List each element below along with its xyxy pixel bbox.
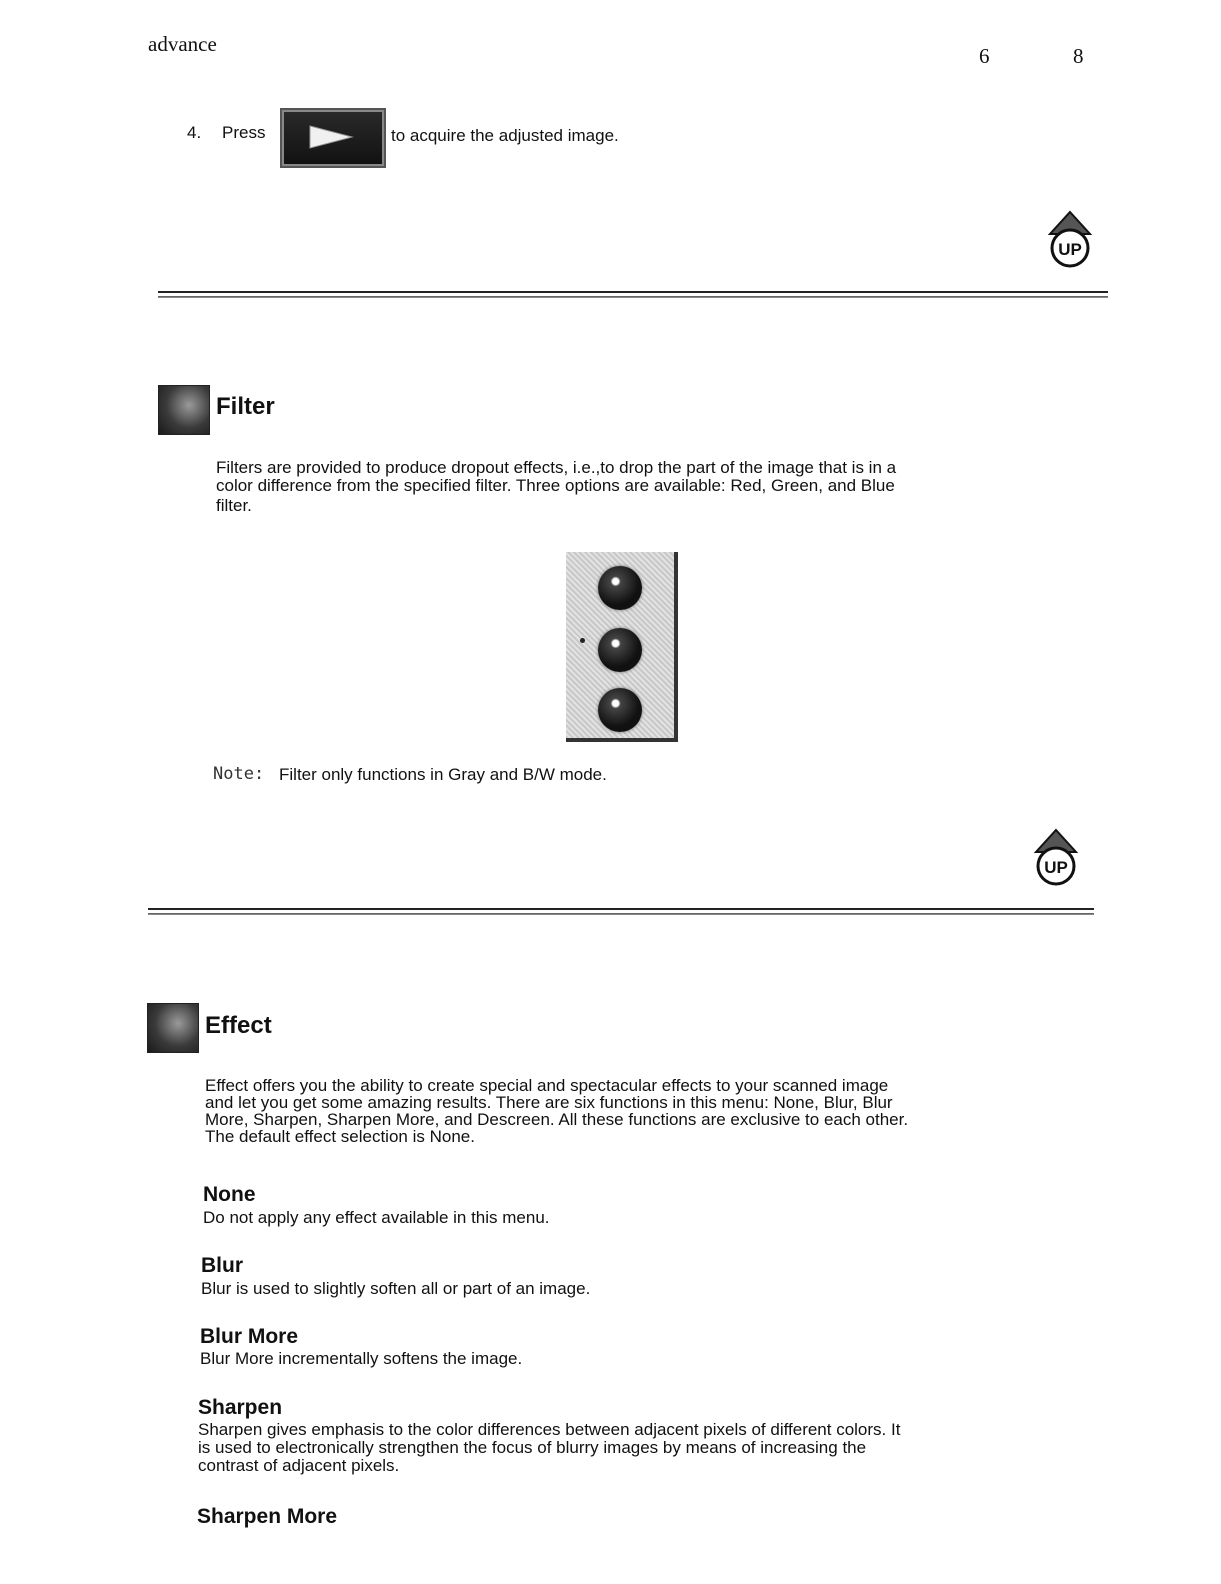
play-arrow-icon xyxy=(306,122,356,152)
step-number: 4. xyxy=(187,123,202,142)
up-arrow-icon xyxy=(1046,210,1094,270)
effect-section-icon xyxy=(147,1003,199,1053)
up-arrow-icon xyxy=(1032,828,1080,888)
effect-intro-line-1: Effect offers you the ability to create special and spectacular effects to your scanned image xyxy=(205,1076,889,1095)
filter-desc-line-1: Filters are provided to produce dropout effects, i.e.,to drop the part of the image that is in a xyxy=(216,458,897,477)
filter-desc-line-3: filter. xyxy=(216,496,252,515)
red-filter-knob[interactable] xyxy=(598,566,642,610)
effect-blur-more-desc: Blur More incrementally softens the image. xyxy=(200,1349,523,1368)
effect-sharpen-line-3: contrast of adjacent pixels. xyxy=(198,1456,400,1475)
effect-none-desc: Do not apply any effect available in this menu. xyxy=(203,1208,550,1227)
up-button-2[interactable] xyxy=(1032,828,1080,888)
effect-blur-desc: Blur is used to slightly soften all or part of an image. xyxy=(201,1279,591,1298)
up-button-1[interactable] xyxy=(1046,210,1094,270)
note-label: Note: xyxy=(213,764,265,784)
section-divider xyxy=(158,291,1108,297)
chapter-name: advance xyxy=(148,32,217,56)
step-press-text: Press xyxy=(222,123,266,142)
page-number-right: 8 xyxy=(1073,44,1084,68)
effect-blur-title: Blur xyxy=(201,1254,243,1277)
blue-filter-knob[interactable] xyxy=(598,688,642,732)
section-divider xyxy=(148,908,1094,914)
note-text: Filter only functions in Gray and B/W mode. xyxy=(279,765,607,784)
up-label: UP xyxy=(1044,858,1068,877)
effect-sharpen-title: Sharpen xyxy=(198,1396,283,1419)
effect-intro-line-4: The default effect selection is None. xyxy=(205,1127,475,1146)
effect-intro-line-2: and let you get some amazing results. There are six functions in this menu: None, Blur, Blur xyxy=(205,1093,893,1112)
effect-sharpen-more-title: Sharpen More xyxy=(197,1505,338,1528)
step-rest-text: to acquire the adjusted image. xyxy=(391,126,619,145)
effect-intro-line-3: More, Sharpen, Sharpen More, and Descreen. All these functions are exclusive to each other. xyxy=(205,1110,909,1129)
acquire-button[interactable] xyxy=(280,108,386,168)
filter-title: Filter xyxy=(216,393,275,420)
filter-selector-panel xyxy=(566,552,678,742)
green-filter-knob[interactable] xyxy=(598,628,642,672)
filter-desc-line-2: color difference from the specified filter. Three options are available: Red, Green, and Blue xyxy=(216,476,895,495)
page-number-left: 6 xyxy=(979,44,990,68)
effect-sharpen-line-2: is used to electronically strengthen the focus of blurry images by means of increasing the xyxy=(198,1438,867,1457)
selection-indicator xyxy=(580,638,585,643)
effect-none-title: None xyxy=(203,1183,256,1206)
effect-sharpen-line-1: Sharpen gives emphasis to the color differences between adjacent pixels of different colors. It xyxy=(198,1420,901,1439)
up-label: UP xyxy=(1058,240,1082,259)
filter-section-icon xyxy=(158,385,210,435)
effect-title: Effect xyxy=(205,1012,272,1039)
effect-blur-more-title: Blur More xyxy=(200,1325,299,1348)
